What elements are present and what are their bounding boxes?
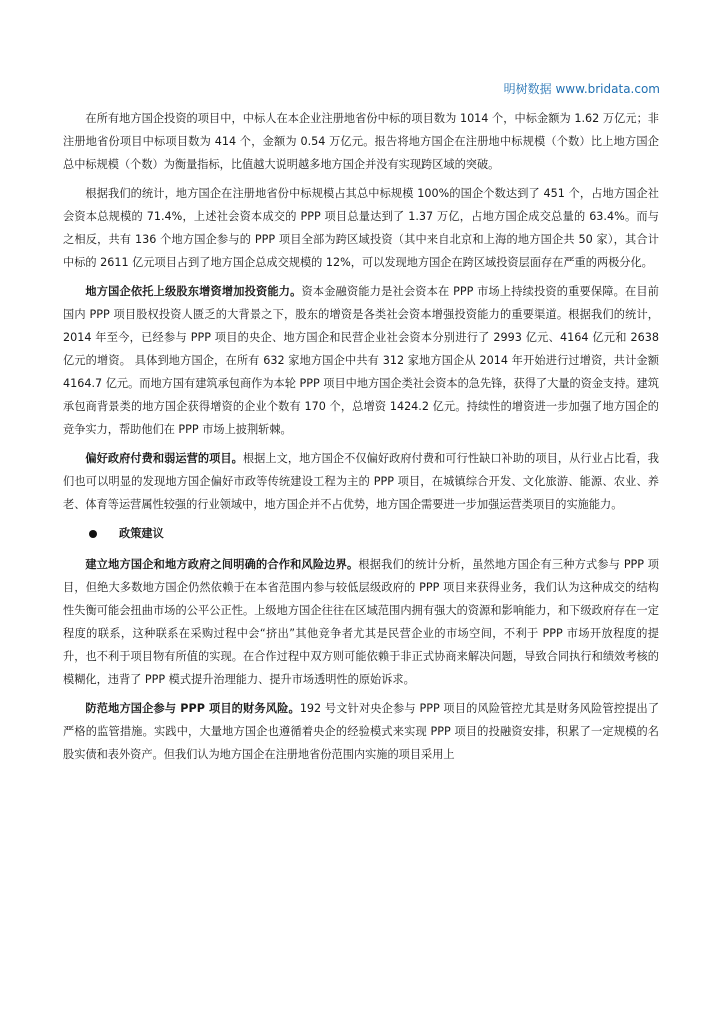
bullet-icon xyxy=(89,530,97,538)
paragraph-5-text: 根据我们的统计分析，虽然地方国企有三种方式参与 PPP 项目，但绝大多数地方国企仍然依赖于在本省范围内参与较低层级政府的 PPP 项目来获得业务，我们认为这种成交的结构性失衡可能会扭曲市场的公平公正性。上级地方国企往往在区域范围内拥有强大的资源和影响能力，和下级政府存在一定程度的联系，这种联系在采购过程中会“挤出”其他竞争者尤其是民营企业的市场空间，不利于 PPP 市场开放程度的提升，也不利于项目物有所值的实现。在合作过程中双方则可能依赖于非正式协商来解决问题，导致合同执行和绩效考核的模糊化，违背了 PPP 模式提升治理能力、提升市场透明性的原始诉求。 xyxy=(63,558,659,686)
paragraph-4-lead: 偏好政府付费和弱运营的项目。 xyxy=(85,452,243,465)
paragraph-2 xyxy=(63,182,659,274)
paragraph-1 xyxy=(63,107,659,176)
paragraph-5 xyxy=(63,553,659,691)
section-heading xyxy=(63,522,659,545)
paragraph-3-text: 资本金融资能力是社会资本在 PPP 市场上持续投资的重要保障。在目前国内 PPP 项目股权投资人匮乏的大背景之下，股东的增资是各类社会资本增强投资能力的重要渠道。根据我们的统计，2014 年至今，已经参与 PPP 项目的央企、地方国企和民营企业社会资本分别进行了 2993 亿元、4164 亿元和 2638 亿元的增资。 具体到地方国企，在所有 632 家地方国企中共有 312 家地方国企从 2014 年开始进行过增资，共计金额 4164.7 亿元。而地方国有建筑承包商作为本轮 PPP 项目中地方国企类社会资本的急先锋，获得了大量的资金支持。建筑承包商背景类的地方国企获得增资的企业个数有 170 个，总增资 1424.2 亿元。持续性的增资进一步加强了地方国企的竞争实力，帮助他们在 PPP 市场上披荆斩棘。 xyxy=(63,285,659,436)
paragraph-6-text: 192 号文针对央企参与 PPP 项目的风险管控尤其是财务风险管控提出了严格的监管措施。实践中，大量地方国企也遵循着央企的经验模式来实现 PPP 项目的投融资安排，积累了一定规模的名股实债和表外资产。但我们认为地方国企在注册地省份范围内实施的项目采用上 xyxy=(63,702,660,761)
section-title: 政策建议 xyxy=(119,527,164,540)
paragraph-4 xyxy=(63,447,659,516)
paragraph-1-text: 在所有地方国企投资的项目中，中标人在本企业注册地省份中标的项目数为 1014 个，中标金额为 1.62 万亿元；非注册地省份项目中标项目数为 414 个，金额为 0.54 万亿元。报告将地方国企在注册地中标规模（个数）比上地方国企总中标规模（个数）为衡量指标，比值越大说明越多地方国企并没有实现跨区域的突破。 xyxy=(63,112,659,171)
paragraph-2-text: 根据我们的统计，地方国企在注册地省份中标规模占其总中标规模 100%的国企个数达到了 451 个，占地方国企社会资本总规模的 71.4%，上述社会资本成交的 PPP 项目总量达到了 1.37 万亿，占地方国企成交总量的 63.4%。而与之相反，共有 136 个地方国企参与的 PPP 项目全部为跨区域投资（其中来自北京和上海的地方国企共 50 家），其合计中标的 2611 亿元项目占到了地方国企总成交规模的 12%，可以发现地方国企在跨区域投资层面存在严重的两极分化。 xyxy=(63,187,659,269)
paragraph-3-lead: 地方国企依托上级股东增资增加投资能力。 xyxy=(85,285,302,298)
brand-header[interactable]: 明树数据 www.bridata.com xyxy=(503,82,660,96)
paragraph-6-lead: 防范地方国企参与 PPP 项目的财务风险。 xyxy=(85,702,300,715)
paragraph-5-lead: 建立地方国企和地方政府之间明确的合作和风险边界。 xyxy=(85,558,359,571)
paragraph-4-text: 根据上文，地方国企不仅偏好政府付费和可行性缺口补助的项目，从行业占比看，我们也可以明显的发现地方国企偏好市政等传统建设工程为主的 PPP 项目，在城镇综合开发、文化旅游、能源、农业、养老、体育等运营属性较强的行业领域中，地方国企并不占优势，地方国企需要进一步加强运营类项目的实施能力。 xyxy=(63,452,659,511)
paragraph-6 xyxy=(63,697,659,766)
document-body xyxy=(63,107,659,772)
paragraph-3 xyxy=(63,280,659,441)
